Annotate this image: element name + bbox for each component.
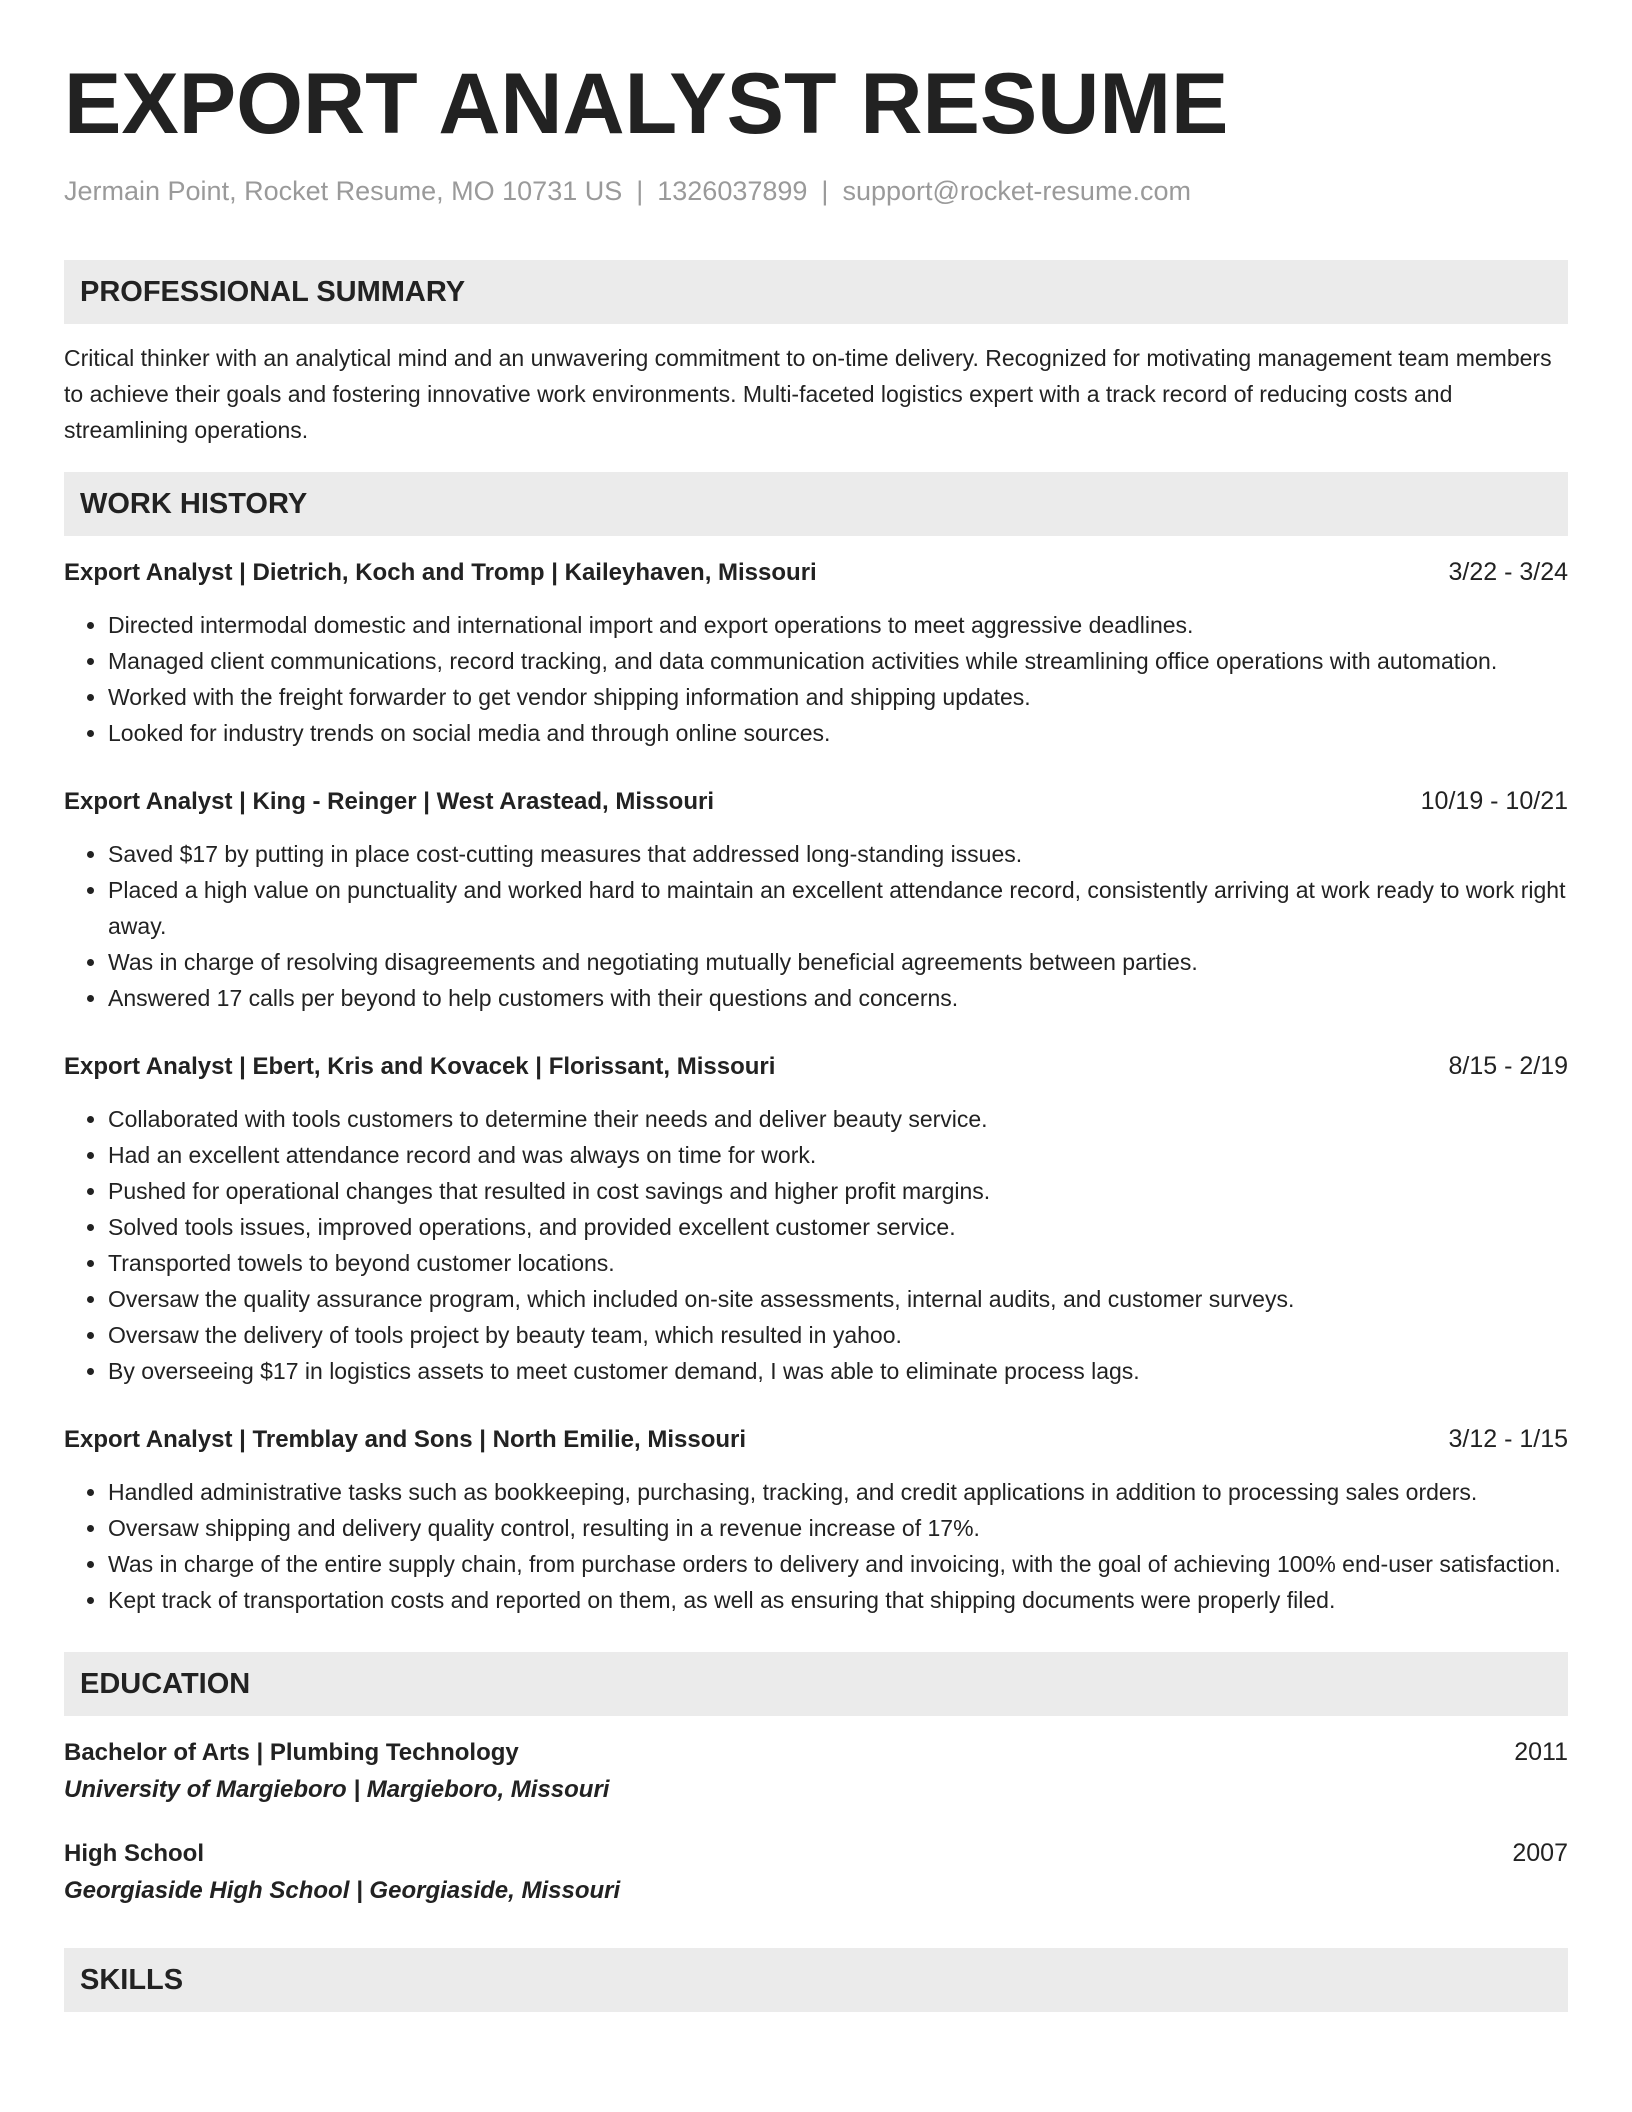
- contact-address: Jermain Point, Rocket Resume, MO 10731 US: [64, 176, 623, 206]
- job-dates: 3/22 - 3/24: [1448, 558, 1568, 586]
- summary-text: Critical thinker with an analytical mind and an unwavering commitment to on-time delivery. Recognized for motivating management team members to achieve their goals and fostering innovative work environments. Multi-faceted logistics expert with a track record of reducing costs and streamlining operations.: [64, 345, 1552, 443]
- job-entry: [64, 783, 1568, 1016]
- job-bullet: • Oversaw the delivery of tools project by beauty team, which resulted in yahoo.: [108, 1317, 1568, 1353]
- job-bullet: • Was in charge of resolving disagreements and negotiating mutually beneficial agreements between parties.: [108, 944, 1568, 980]
- job-bullets: [64, 836, 1568, 1016]
- education-degree: Bachelor of Arts | Plumbing Technology: [64, 1739, 519, 1766]
- job-bullet: • Collaborated with tools customers to determine their needs and deliver beauty service.: [108, 1101, 1568, 1137]
- job-header: [64, 783, 1568, 820]
- education-entry: [64, 1734, 1568, 1809]
- job-entry: [64, 1048, 1568, 1389]
- job-bullet: • Managed client communications, record tracking, and data communication activities while streamlining office operations with automation.: [108, 643, 1568, 679]
- job-bullet: • Oversaw the quality assurance program, which included on-site assessments, internal audits, and customer surveys.: [108, 1281, 1568, 1317]
- job-title: Export Analyst | King - Reinger | West Arastead, Missouri: [64, 788, 715, 815]
- resume-title: EXPORT ANALYST RESUME: [64, 56, 1229, 152]
- education-header: [64, 1734, 1568, 1771]
- contact-separator: |: [636, 176, 644, 206]
- contact-separator: |: [821, 176, 829, 206]
- contact-phone: 1326037899: [657, 176, 808, 206]
- job-bullet: • Oversaw shipping and delivery quality control, resulting in a revenue increase of 17%.: [108, 1510, 1568, 1546]
- education-heading: EDUCATION: [64, 1652, 1568, 1716]
- job-header: [64, 1421, 1568, 1458]
- job-bullet: • Worked with the freight forwarder to get vendor shipping information and shipping updates.: [108, 679, 1568, 715]
- resume-page: [64, 0, 1568, 2012]
- job-dates: 10/19 - 10/21: [1420, 787, 1568, 815]
- job-bullets: [64, 1474, 1568, 1618]
- job-title: Export Analyst | Ebert, Kris and Kovacek | Florissant, Missouri: [64, 1053, 776, 1080]
- job-bullet: • Had an excellent attendance record and was always on time for work.: [108, 1137, 1568, 1173]
- summary-heading: PROFESSIONAL SUMMARY: [64, 260, 1568, 324]
- contact-email: support@rocket-resume.com: [842, 176, 1191, 206]
- education-school: Georgiaside High School | Georgiaside, Missouri: [64, 1877, 621, 1904]
- job-bullet: • Solved tools issues, improved operations, and provided excellent customer service.: [108, 1209, 1568, 1245]
- job-bullet: • Saved $17 by putting in place cost-cutting measures that addressed long-standing issues.: [108, 836, 1568, 872]
- job-header: [64, 554, 1568, 591]
- job-bullet: • Kept track of transportation costs and reported on them, as well as ensuring that shipping documents were properly filed.: [108, 1582, 1568, 1618]
- skills-heading: SKILLS: [64, 1948, 1568, 2012]
- job-bullet: • Directed intermodal domestic and international import and export operations to meet aggressive deadlines.: [108, 607, 1568, 643]
- education-entry: [64, 1835, 1568, 1910]
- job-entry: [64, 554, 1568, 751]
- job-bullet: • Handled administrative tasks such as bookkeeping, purchasing, tracking, and credit applications in addition to processing sales orders.: [108, 1474, 1568, 1510]
- education-degree: High School: [64, 1840, 204, 1867]
- job-title: Export Analyst | Dietrich, Koch and Tromp | Kaileyhaven, Missouri: [64, 559, 817, 586]
- job-bullets: [64, 1101, 1568, 1389]
- job-title: Export Analyst | Tremblay and Sons | North Emilie, Missouri: [64, 1426, 747, 1453]
- job-dates: 8/15 - 2/19: [1448, 1052, 1568, 1080]
- job-bullet: • Was in charge of the entire supply chain, from purchase orders to delivery and invoicing, with the goal of achieving 100% end-user satisfaction.: [108, 1546, 1568, 1582]
- education-header: [64, 1835, 1568, 1872]
- education-year: 2011: [1514, 1738, 1568, 1766]
- job-dates: 3/12 - 1/15: [1448, 1425, 1568, 1453]
- job-bullet: • By overseeing $17 in logistics assets to meet customer demand, I was able to eliminate process lags.: [108, 1353, 1568, 1389]
- job-bullet: • Placed a high value on punctuality and worked hard to maintain an excellent attendance record, consistently arriving at work ready to work right away.: [108, 872, 1568, 944]
- job-bullet: • Transported towels to beyond customer locations.: [108, 1245, 1568, 1281]
- education-school: University of Margieboro | Margieboro, Missouri: [64, 1776, 610, 1803]
- job-bullets: [64, 607, 1568, 751]
- job-entry: [64, 1421, 1568, 1618]
- education-year: 2007: [1512, 1839, 1568, 1867]
- work-history-heading: WORK HISTORY: [64, 472, 1568, 536]
- job-bullet: • Pushed for operational changes that resulted in cost savings and higher profit margins.: [108, 1173, 1568, 1209]
- contact-line: [64, 174, 1568, 208]
- job-bullet: • Looked for industry trends on social media and through online sources.: [108, 715, 1568, 751]
- job-bullet: • Answered 17 calls per beyond to help customers with their questions and concerns.: [108, 980, 1568, 1016]
- job-header: [64, 1048, 1568, 1085]
